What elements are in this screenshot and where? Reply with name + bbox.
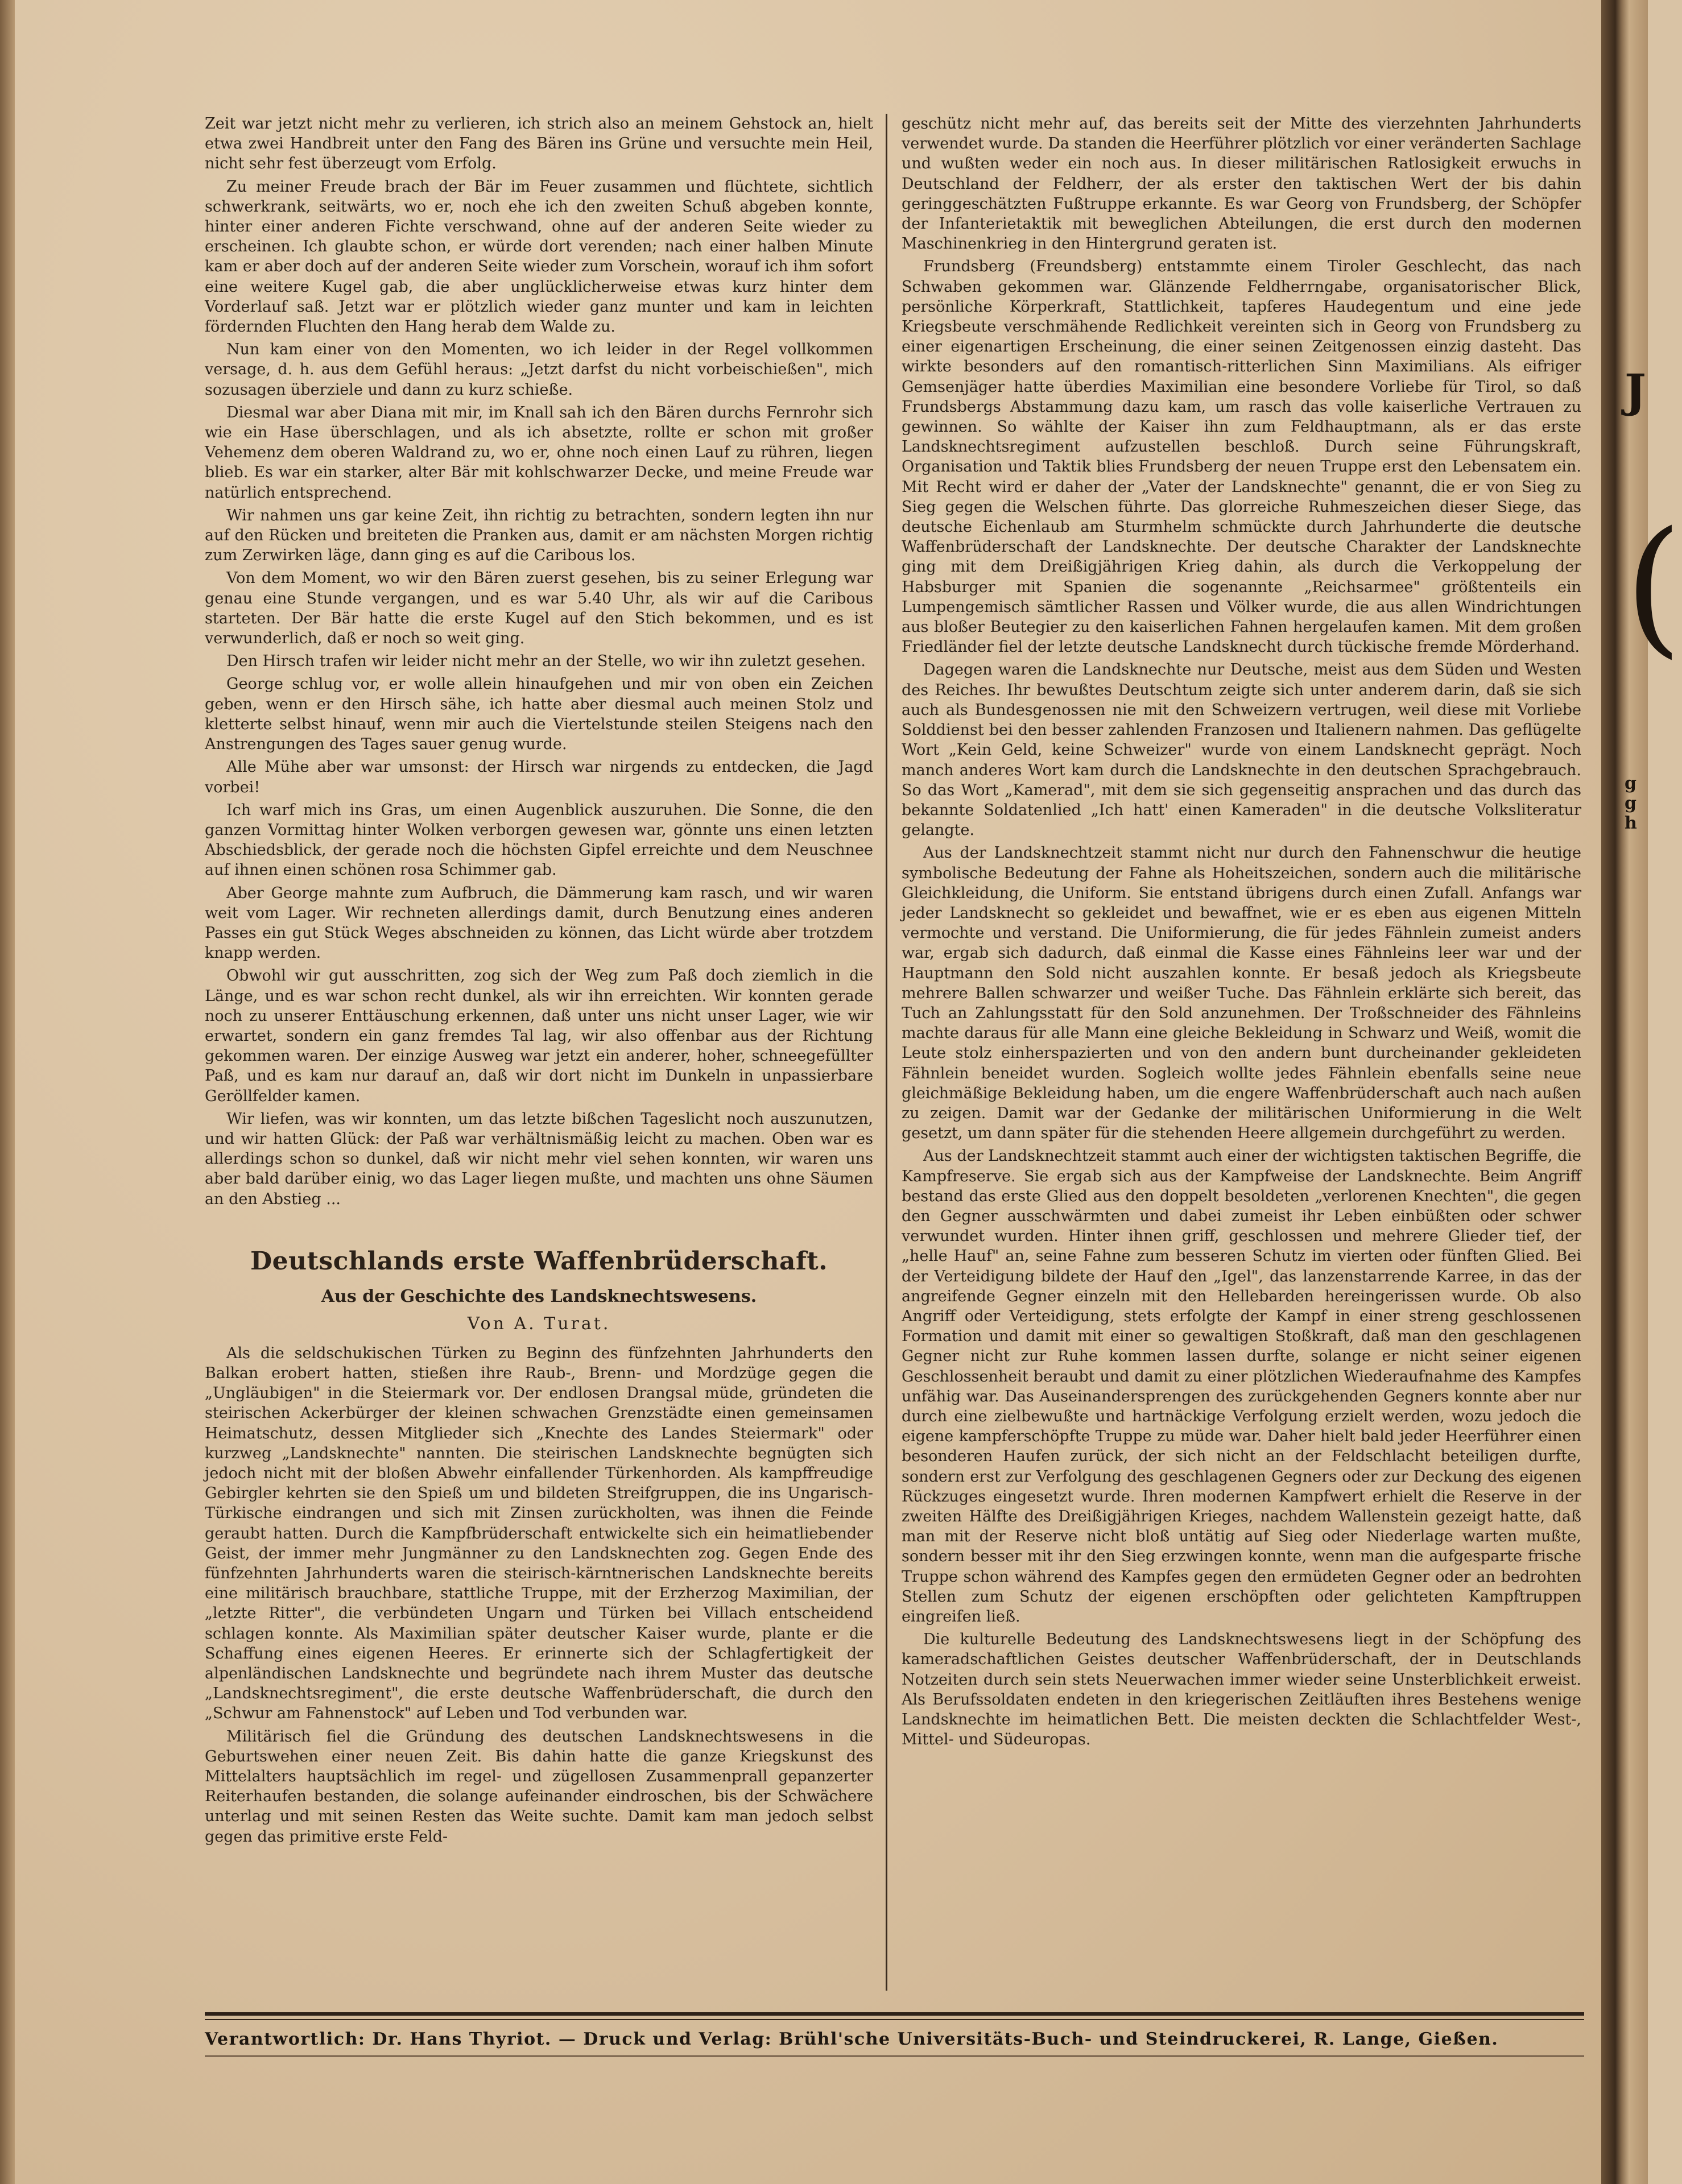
story-paragraph: Aber George mahnte zum Aufbruch, die Dämmerung kam rasch, und wir waren weit vom Lager. Wir rechneten allerdings damit, durch Benutzung eines anderen Passes ein gut Stück Weges abschneiden zu können, das Licht würde aber trotzdem knapp werden. [205,884,873,962]
right-column [902,114,1581,1752]
newspaper-page [205,114,1593,2070]
article-author: Von A. Turat. [467,1313,611,1334]
article-paragraph: Militärisch fiel die Gründung des deutschen Landsknechtswesens in die Geburtswehen einer neuen Zeit. Bis dahin hatte die ganze Kriegskunst des Mittelalters hauptsächlich im regel- und zügellosen Zusammenprall gepanzerter Reiterhaufen bestanden, die solange aufeinander eindroschen, bis der Schwächere unterlag und mit seinen Resten das Weite suchte. Damit kam man jedoch selbst gegen das primitive erste Feld- [205,1727,873,1846]
story-paragraph: Ich warf mich ins Gras, um einen Augenblick auszuruhen. Die Sonne, die den ganzen Vormittag hinter Wolken verborgen gewesen war, gönnte uns einen letzten Abschiedsblick, der gerade noch die höchsten Gipfel erreichte und dem Neuschnee auf ihnen einen schönen rosa Schimmer gab. [205,801,873,879]
article-paragraph: Als die seldschukischen Türken zu Beginn des fünfzehnten Jahrhunderts den Balkan erobert hatten, stießen ihre Raub-, Brenn- und Mordzüge gegen die „Ungläubigen" in die Steiermark vor. Der endlosen Drangsal müde, gründeten die steirischen Ackerbürger der kleinen schwachen Grenzstädte einen gemeinsamen Heimatschutz, dessen Mitglieder sich „Knechte des Landes Steiermark" oder kurzweg „Landsknechte" nannten. Die steirischen Landsknechte begnügten sich jedoch nicht mit der bloßen Abwehr einfallender Türkenhorden. Als kampffreudige Gebirgler kehrten sie den Spieß um und bildeten Streifgruppen, die ins Ungarisch-Türkische eindrangen und sich mit Zinsen zurückholten, was ihnen die Feinde geraubt hatten. Durch die Kampfbrüderschaft entwickelte sich ein heimatliebender Geist, der immer mehr Jungmänner zu den Landsknechten zog. Gegen Ende des fünfzehnten Jahrhunderts waren die steirisch-kärntnerischen Landsknechte bereits eine militärisch brauchbare, stattliche Truppe, mit der Erzherzog Maximilian, der „letzte Ritter", die verbündeten Ungarn und Türken bei Villach entscheidend schlagen konnte. Als Maximilian später deutscher Kaiser wurde, plante er die Schaffung eines eigenen Heeres. Er erinnerte sich der Schlagfertigkeit der alpenländischen Landsknechte und begründete nach ihrem Muster das deutsche „Landsknechtsregiment", die erste deutsche Waffenbrüderschaft, die durch den „Schwur am Fahnenstock" auf Leben und Tod verbunden war. [205,1344,873,1723]
scan-left-edge [0,0,15,2184]
article-title: Deutschlands erste Waffenbrüderschaft. [250,1246,828,1276]
article-paragraph: Frundsberg (Freundsberg) entstammte einem Tiroler Geschlecht, das nach Schwaben gekommen war. Glänzende Feldherrngabe, organisatorischer Blick, persönliche Körperkraft, Stattlichkeit, tapferes Haudegentum und eine jede Kriegsbeute verschmähende Redlichkeit vereinten sich in Georg von Frundsberg zu einer eigenartigen Erscheinung, die einer seinen Zeitgenossen einzig dasteht. Das wirkte besonders auf den romantisch-ritterlichen Sinn Maximilians. Als eifriger Gemsenjäger hatte überdies Maximilian eine besondere Vorliebe für Tirol, so daß Frundsbergs Abstammung dazu kam, um rasch das volle kaiserliche Vertrauen zu gewinnen. So wählte der Kaiser ihn zum Feldhauptmann, als er das erste Landsknechtsregiment aufzustellen beschloß. Durch seine Führungskraft, Organisation und Taktik blies Frundsberg der neuen Truppe erst den Lebensatem ein. Mit Recht wird er daher der „Vater der Landsknechte" genannt, die er von Sieg zu Sieg gegen die Welschen führte. Das glorreiche Ruhmeszeichen dieser Siege, das deutsche Eichenlaub am Sturmhelm schmückte durch Jahrhunderte die deutsche Waffenbrüderschaft der Landsknechte. Der deutsche Charakter der Landsknechte ging mit dem Dreißigjährigen Krieg dahin, als durch die Verkoppelung der Habsburger mit Spanien die sogenannte „Reichsarmee" größtenteils ein Lumpengemisch sämtlicher Rassen und Völker wurde, die aus allen Windrichtungen aus bloßer Beutegier zu den kaiserlichen Fahnen hergelaufen kamen. Mit dem großen Friedländer fiel der letzte deutsche Landsknecht durch tückische fremde Mörderhand. [902,258,1581,656]
footer-rule [205,2055,1584,2057]
article-subtitle: Aus der Geschichte des Landsknechtswesens. [321,1286,757,1306]
neighbor-glyph: g [1625,793,1636,813]
article-paragraph: Die kulturelle Bedeutung des Landsknechtswesens liegt in der Schöpfung des kameradschaftlichen Geistes deutscher Waffenbrüderschaft, der in Deutschlands Notzeiten durch sein stets Neuerwachen immer wieder seine Unsterblichkeit erweist. Als Berufssoldaten endeten in den kriegerischen Zeitläuften ihres Bestehens wenige Landsknechte im heimatlichen Bett. Die meisten deckten die Schlachtfelder West-, Mittel- und Südeuropas. [902,1631,1581,1749]
story-paragraph: Zu meiner Freude brach der Bär im Feuer zusammen und flüchtete, sichtlich schwerkrank, seitwärts, wo er, noch ehe ich den zweiten Schuß abgeben konnte, hinter einer anderen Fichte verschwand, ohne auf der anderen Seite wieder zu erscheinen. Ich glaubte schon, er würde dort verenden; nach einer halben Minute kam er aber doch auf der anderen Seite wieder zum Vorschein, worauf ich ihm sofort eine weitere Kugel gab, die aber unglücklicherweise etwas kurz hinter dem Vorderlauf saß. Jetzt war er plötzlich wieder ganz munter und kam in leichten fördernden Fluchten den Hang herab dem Walde zu. [205,177,873,336]
story-paragraph: Den Hirsch trafen wir leider nicht mehr an der Stelle, wo wir ihn zuletzt gesehen. [226,652,866,671]
story-paragraph: Nun kam einer von den Momenten, wo ich leider in der Regel vollkommen versage, d. h. aus dem Gefühl heraus: „Jetzt darfst du nicht vorbeischießen", mich sozusagen überziele und dann zu kurz schieße. [205,341,873,399]
neighbor-glyph: h [1625,813,1637,833]
neighbor-page-fragment [1617,0,1682,2184]
neighbor-glyph: J [1625,364,1646,417]
story-paragraph: Diesmal war aber Diana mit mir, im Knall sah ich den Bären durchs Fernrohr sich wie ein Hase überschlagen, und als ich absetzte, rollte er schon mit großer Vehemenz dem oberen Waldrand zu, wo er, ohne noch einen Lauf zu rühren, liegen blieb. Es war ein starker, alter Bär mit kohlschwarzer Decke, und meine Freude war natürlich entsprechend. [205,403,873,502]
neighbor-glyph: g [1625,774,1636,793]
left-column [205,114,873,1850]
story-paragraph: Zeit war jetzt nicht mehr zu verlieren, ich strich also an meinem Gehstock an, hielt etwa zwei Handbreit unter den Fang des Bären ins Grüne und versuchte mein Heil, nicht sehr fest überzeugt vom Erfolg. [205,115,873,173]
story-paragraph: Obwohl wir gut ausschritten, zog sich der Weg zum Paß doch ziemlich in die Länge, und es war schon recht dunkel, als wir ihn erreichten. Wir konnten gerade noch zu unserer Enttäuschung erkennen, daß unter uns nicht unser Lager, wie wir erwartet, sondern ein ganz fremdes Tal lag, wir also offenbar aus der Richtung gekommen waren. Der einzige Ausweg war jetzt ein anderer, hoher, schneegefüllter Paß, und es kam nur darauf an, daß wir dort nicht im Dunkeln in unpassierbare Geröllfelder kamen. [205,967,873,1105]
article-paragraph: Dagegen waren die Landsknechte nur Deutsche, meist aus dem Süden und Westen des Reiches. Ihr bewußtes Deutschtum zeigte sich unter anderem darin, daß sie sich auch als Bundesgenossen nie mit den Schweizern vertrugen, weil diese mit Vorliebe Solddienst bei den besser zahlenden Franzosen und Italienern nahmen. Das geflügelte Wort „Kein Geld, keine Schweizer" wurde von einem Landsknecht geprägt. Noch manch anderes Wort kam durch die Landsknechte in den deutschen Sprachgebrauch. So das Wort „Kamerad", mit dem sie sich gegenseitig ansprachen und das durch das bekannte Soldatenlied „Ich hatt' einen Kameraden" in die deutsche Volksliteratur gelangte. [902,661,1581,839]
footer-rule [205,2019,1584,2020]
column-divider [886,114,887,1991]
neighbor-glyph: ( [1625,500,1682,672]
story-paragraph: Alle Mühe aber war umsonst: der Hirsch war nirgends zu entdecken, die Jagd vorbei! [205,758,873,796]
article-paragraph: geschütz nicht mehr auf, das bereits seit der Mitte des vierzehnten Jahrhunderts verwendet wurde. Da standen die Heerführer plötzlich vor einer veränderten Sachlage und wußten weder ein noch aus. In dieser militärischen Ratlosigkeit erwuchs in Deutschland der Feldherr, der als erster den taktischen Wert der bis dahin geringgeschätzten Fußtruppe erkannte. Es war Georg von Frundsberg, der Schöpfer der Infanterietaktik mit beweglichen Abteilungen, die erst durch den modernen Maschinenkrieg in den Hintergrund geraten ist. [902,115,1581,253]
article-paragraph: Aus der Landsknechtzeit stammt nicht nur durch den Fahnenschwur die heutige symbolische Bedeutung der Fahne als Hoheitszeichen, sondern auch die militärische Gleichkleidung, die Uniform. Sie entstand übrigens durch einen Zufall. Anfangs war jeder Landsknecht so gekleidet und bewaffnet, wie er es eben aus eigenen Mitteln vermochte und verstand. Die Uniformierung, die für jedes Fähnlein zumeist anders war, ergab sich dadurch, daß einmal die Kasse eines Fähnleins leer war und der Hauptmann den Sold nicht auszahlen konnte. Er besaß jedoch als Kriegsbeute mehrere Ballen schwarzer und weißer Tuche. Das Fähnlein erklärte sich bereit, das Tuch an Zahlungsstatt für den Sold anzunehmen. Der Troßschneider des Fähnleins machte daraus für alle Mann eine gleiche Bekleidung in Schwarz und Weiß, womit die Leute stolz einherspazierten und von den andern bunt durcheinander gekleideten Fähnlein beneidet wurden. Sogleich wollte jedes Fähnlein ebenfalls seine neue gleichmäßige Bekleidung haben, um die engere Waffenbrüderschaft auch nach außen zu zeigen. Damit war der Gedanke der militärischen Uniformierung in die Welt gesetzt, um dann später für die stehenden Heere allgemein durchgeführt zu werden. [902,844,1581,1143]
story-paragraph: Von dem Moment, wo wir den Bären zuerst gesehen, bis zu seiner Erlegung war genau eine Stunde vergangen, und es war 5.40 Uhr, als wir auf die Caribous starteten. Der Bär hatte die erste Kugel auf den Stich bekommen, und es ist verwunderlich, daß er noch so weit ging. [205,569,873,648]
article-paragraph: Aus der Landsknechtzeit stammt auch einer der wichtigsten taktischen Begriffe, die Kampfreserve. Sie ergab sich aus der Kampfweise der Landsknechte. Beim Angriff bestand das erste Glied aus den doppelt besoldeten „verlorenen Knechten", die gegen den Gegner ausschwärmten und dabei zumeist ihr Leben einbüßten oder schwer verwundet wurden. Hinter ihnen griff, geschlossen und mehrere Glieder tief, der „helle Hauf" an, seine Fahne zum besseren Schutz im vierten oder fünften Glied. Bei der Verteidigung bildete der Hauf den „Igel", das lanzenstarrende Karree, in das der angreifende Gegner einzeln mit den Hellebarden hereingerissen wurde. Ob also Angriff oder Verteidigung, stets erfolgte der Kampf in einer streng geschlossenen Formation und damit mit einer so gewaltigen Stoßkraft, daß man den geschlagenen Gegner nicht zur Ruhe kommen lassen durfte, solange er nicht seiner eigenen Geschlossenheit beraubt und damit zu einer plötzlichen Wiederaufnahme des Kampfes unfähig war. Das Auseinandersprengen des zurückgehenden Gegners konnte aber nur durch eine zielbewußte und hartnäckige Verfolgung erzielt werden, wozu jedoch die eigene kampferschöpfte Truppe zu müde war. Daher hielt bald jeder Heerführer einen besonderen Haufen zurück, der sich nicht an der Feldschlacht beteiligen durfte, sondern erst zur Verfolgung des geschlagenen Gegners oder zur Deckung des eigenen Rückzuges eingesetzt wurde. Ihren modernen Kampfwert erhielt die Reserve in der zweiten Hälfte des Dreißigjährigen Krieges, nachdem Wallenstein gezeigt hatte, daß man mit der Reserve nicht bloß untätig auf Sieg oder Niederlage warten mußte, sondern besser mit ihr den Sieg erzwingen konnte, wenn man die aufgesparte frische Truppe schon während des Kampfes gegen den ermüdeten Gegner oder an bedrohten Stellen zum Schutz der eigenen erschöpften oder gelichteten Kampftruppen eingreifen ließ. [902,1147,1581,1626]
imprint-footer: Verantwortlich: Dr. Hans Thyriot. — Druck und Verlag: Brühl'sche Universitäts-Buch- und Steindruckerei, R. Lange, Gießen. [205,2029,1499,2049]
footer-rule [205,2012,1584,2016]
story-paragraph: George schlug vor, er wolle allein hinaufgehen und mir von oben ein Zeichen geben, wenn er den Hirsch sähe, ich hatte aber diesmal auch meinen Stolz und kletterte selbst hinauf, wenn mir auch die Viertelstunde steilen Steigens nach den Anstrengungen des Tages sauer genug wurde. [205,675,873,754]
story-paragraph: Wir liefen, was wir konnten, um das letzte bißchen Tageslicht noch auszunutzen, und wir hatten Glück: der Paß war verhältnismäßig leicht zu machen. Oben war es allerdings schon so dunkel, daß wir nicht mehr viel sehen konnten, wir waren uns aber bald darüber einig, wo das Lager liegen mußte, und machten uns ohne Säumen an den Abstieg ... [205,1110,873,1208]
story-paragraph: Wir nahmen uns gar keine Zeit, ihn richtig zu betrachten, sondern legten ihn nur auf den Rücken und breiteten die Pranken aus, damit er am nächsten Morgen richtig zum Zerwirken läge, dann ging es auf die Caribous los. [205,506,873,565]
